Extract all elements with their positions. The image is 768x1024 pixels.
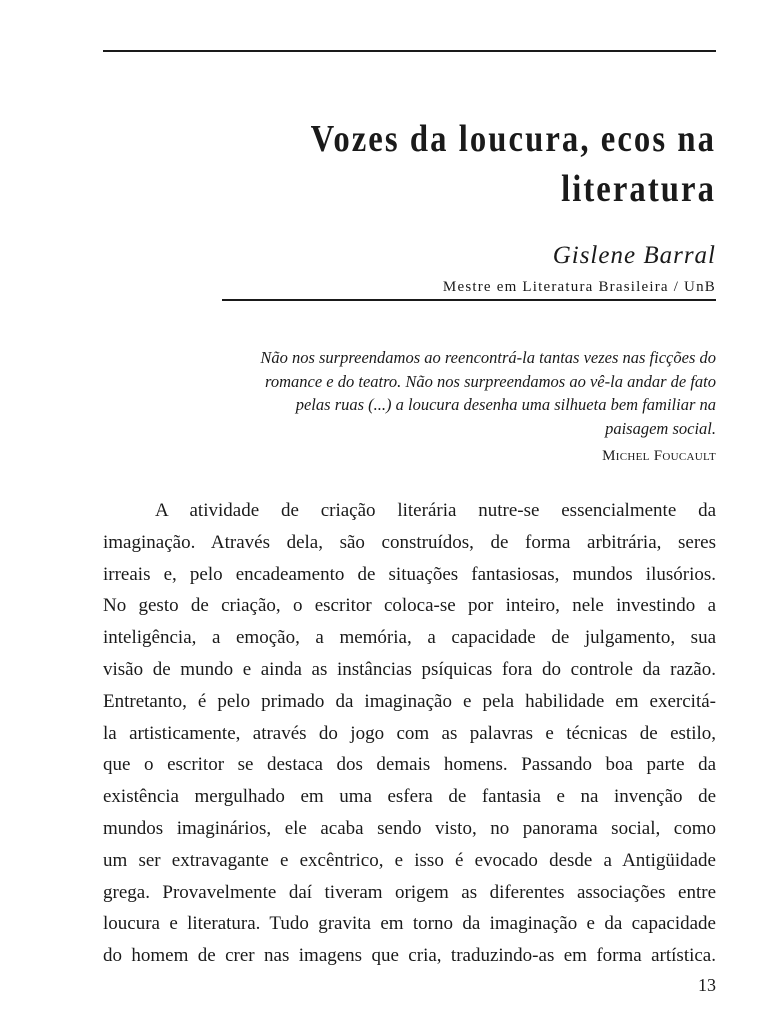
epigraph-quote: [140, 346, 716, 440]
header-rule: [103, 50, 716, 52]
author-rule: [222, 299, 716, 301]
epigraph-line: pelas ruas (...) a loucura desenha uma silhueta bem familiar na: [295, 395, 716, 414]
epigraph-line: romance e do teatro. Não nos surpreendamos ao vê-la andar de fato: [265, 371, 716, 391]
body-line: inteligência, a emoção, a memória, a capacidade de julgamento, sua: [103, 627, 716, 649]
author-affiliation: Mestre em Literatura Brasileira / UnB: [442, 279, 716, 295]
body-line: que o escritor se destaca dos demais homens. Passando boa parte da: [103, 754, 716, 776]
body-line: No gesto de criação, o escritor coloca-se por inteiro, nele investindo a: [103, 595, 716, 617]
body-line: visão de mundo e ainda as instâncias psíquicas fora do controle da razão.: [103, 658, 716, 680]
body-line: mundos imaginários, ele acaba sendo visto, no panorama social, como: [103, 817, 716, 839]
body-line: do homem de crer nas imagens que cria, traduzindo-as em forma artística.: [103, 945, 716, 967]
author-name: Gislene Barral: [552, 242, 716, 269]
body-paragraph: [103, 495, 716, 972]
epigraph-attribution: Michel Foucault: [602, 448, 716, 464]
body-line: Entretanto, é pelo primado da imaginação e pela habilidade em exercitá-: [103, 690, 716, 712]
body-line: imaginação. Através dela, são construídos, de forma arbitrária, seres: [103, 531, 716, 553]
body-line: irreais e, pelo encadeamento de situações fantasiosas, mundos ilusórios.: [103, 563, 716, 585]
body-line: A atividade de criação literária nutre-se essencialmente da: [155, 500, 716, 521]
body-line: grega. Provavelmente daí tiveram origem as diferentes associações entre: [103, 881, 716, 903]
article-title: [189, 114, 716, 214]
page-number: 13: [698, 975, 716, 995]
title-line: Vozes da loucura, ecos na: [310, 118, 716, 160]
title-line: literatura: [561, 168, 716, 210]
body-line: la artisticamente, através do jogo com as palavras e técnicas de estilo,: [103, 722, 716, 744]
body-line: um ser extravagante e excêntrico, e isso é evocado desde a Antigüidade: [103, 849, 716, 871]
body-line: loucura e literatura. Tudo gravita em torno da imaginação e da capacidade: [103, 913, 716, 935]
body-line: existência mergulhado em uma esfera de fantasia e na invenção de: [103, 786, 716, 808]
epigraph-line: Não nos surpreendamos ao reencontrá-la tantas vezes nas ficções do: [260, 348, 716, 367]
epigraph-line: paisagem social.: [605, 418, 716, 438]
